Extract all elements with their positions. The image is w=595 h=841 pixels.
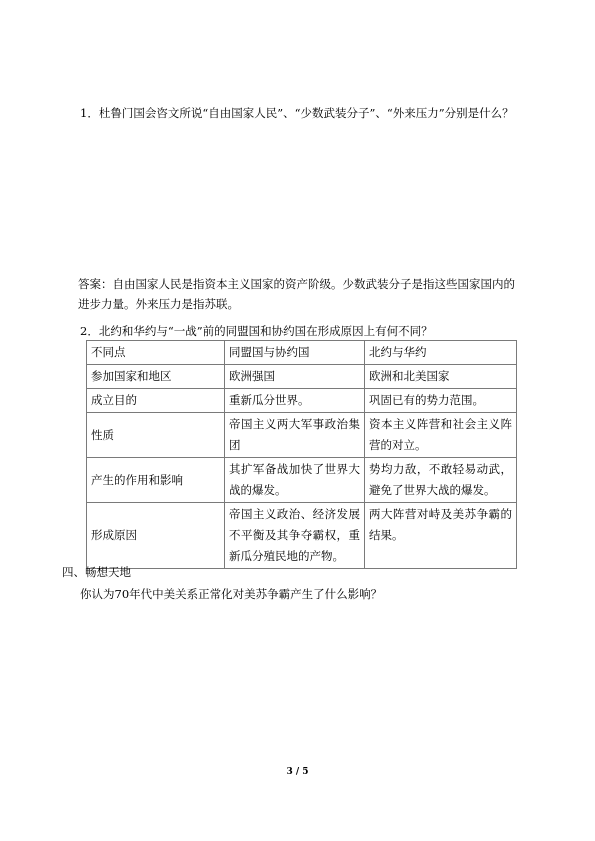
question-4: 你认为70年代中美关系正常化对美苏争霸产生了什么影响？ [80,587,383,601]
section-4-title: 四、畅想天地 [62,565,131,579]
page-number: 3 / 5 [286,767,309,777]
table-cell: 两大阵营对峙及美苏争霸的结果。 [365,503,517,569]
table-cell: 参加国家和地区 [87,365,225,389]
table-cell: 帝国主义两大军事政治集团 [225,413,365,458]
table-cell: 形成原因 [87,503,225,569]
table-row [87,458,517,503]
table-header-cell: 北约与华约 [365,341,517,365]
table-row [87,503,517,569]
table-row [87,413,517,458]
table-cell: 其扩军备战加快了世界大战的爆发。 [225,458,365,503]
answer-1-line-1: 答案：自由国家人民是指资本主义国家的资产阶级。少数武装分子是指这些国家国内的 [78,277,515,291]
table-cell: 巩固已有的势力范围。 [365,389,517,413]
table-cell: 产生的作用和影响 [87,458,225,503]
comparison-table [86,340,517,569]
answer-1 [78,274,548,314]
table-row [87,365,517,389]
table-cell: 帝国主义政治、经济发展不平衡及其争夺霸权，重新瓜分殖民地的产物。 [225,503,365,569]
table-cell: 欧洲强国 [225,365,365,389]
table-cell: 资本主义阵营和社会主义阵营的对立。 [365,413,517,458]
table-header-row [87,341,517,365]
table-cell: 成立目的 [87,389,225,413]
table-cell: 势均力敌，不敢轻易动武，避免了世界大战的爆发。 [365,458,517,503]
question-2: 2．北约和华约与“一战”前的同盟国和协约国在形成原因上有何不同？ [80,324,433,338]
table-cell: 性质 [87,413,225,458]
answer-1-line-2: 进步力量。外来压力是指苏联。 [78,297,239,311]
table-cell: 重新瓜分世界。 [225,389,365,413]
question-1: 1．杜鲁门国会咨文所说“自由国家人民”、“少数武装分子”、“外来压力”分别是什么？ [80,106,514,120]
table-header-cell: 不同点 [87,341,225,365]
table-header-cell: 同盟国与协约国 [225,341,365,365]
table-cell: 欧洲和北美国家 [365,365,517,389]
table-row [87,389,517,413]
